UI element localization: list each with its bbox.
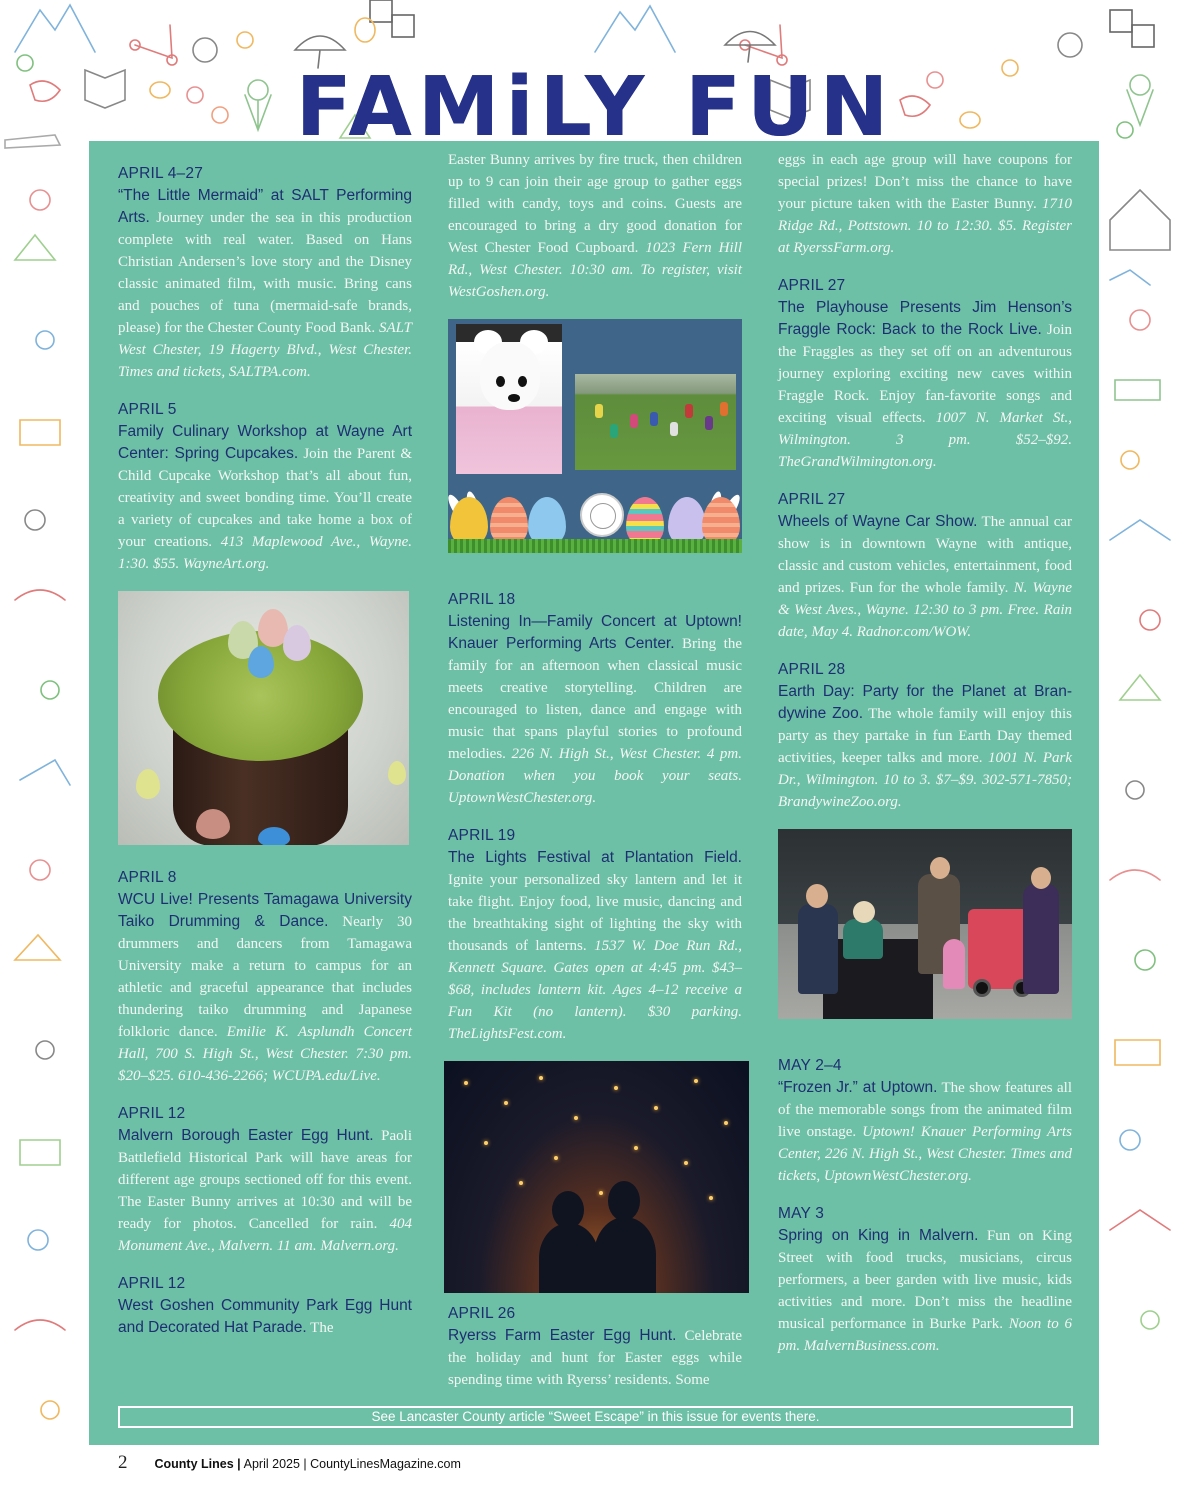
event-text xyxy=(118,1295,412,1339)
event-description: Paoli Battlefield Historical Park will have areas for different age groups sectioned off for this event. The Easter Bunny arrives at 10:30 and will be ready for photos. Cancelled for rain. xyxy=(118,1128,412,1232)
lantern xyxy=(519,1181,523,1185)
event-continuation xyxy=(448,149,742,303)
child-figure xyxy=(670,422,678,436)
event-date: MAY 3 xyxy=(778,1205,825,1222)
column-2 xyxy=(448,149,742,1407)
page-footer xyxy=(118,1452,461,1474)
grass xyxy=(448,539,742,553)
event-info: 413 Maplewood Ave., Wayne. 1:30. $55. WayneArt.org. xyxy=(118,534,413,572)
lancaster-notice: See Lancaster County article “Sweet Escape” in this issue for events there. xyxy=(118,1406,1073,1428)
event-date: APRIL 19 xyxy=(448,827,516,844)
event-text xyxy=(448,847,742,1045)
event-title: The Lights Festival at Plantation Field. xyxy=(448,849,742,866)
candy-egg-icon xyxy=(283,625,311,661)
event-info: 404 Monument Ave., Malvern. 11 am. Malvern.org. xyxy=(118,1216,412,1254)
event-info: 226 N. High St., West Chester. 4 pm. Donation when you book your seats. UptownWestChester.org. xyxy=(448,746,742,806)
event-date: APRIL 12 xyxy=(118,1105,186,1122)
event-description: Bring the family for an afternoon when classical music meets creative storytelling. Children are encouraged to listen, dance and engage with music that spans playful stories to profound melodies. xyxy=(448,636,742,762)
event-info: 1710 Ridge Rd., Pottstown. 10 to 12:30. $5. Register at RyerssFarm.org. xyxy=(778,196,1072,256)
event-text xyxy=(778,149,1072,259)
column-3 xyxy=(778,149,1072,1373)
event-date: APRIL 27 xyxy=(778,491,846,508)
event-item xyxy=(118,867,412,1087)
person-head xyxy=(1031,867,1051,889)
lantern xyxy=(694,1079,698,1083)
person xyxy=(1023,884,1059,994)
lantern xyxy=(554,1156,558,1160)
event-item xyxy=(778,489,1072,643)
person-head xyxy=(608,1181,640,1221)
event-title: Ryerss Farm Easter Egg Hunt. xyxy=(448,1327,677,1344)
event-info: Noon to 6 pm. MalvernBusiness.com. xyxy=(778,1316,1072,1354)
child-figure xyxy=(685,404,693,418)
candy-egg-icon xyxy=(388,761,406,785)
event-date: APRIL 12 xyxy=(118,1275,186,1292)
decorated-eggs-row xyxy=(448,483,742,553)
event-info: SALT West Chester, 19 Hagerty Blvd., West Chester. Times and tickets, SALTPA.com. xyxy=(118,320,412,380)
person xyxy=(943,939,965,989)
event-title: Earth Day: Party for the Planet at Brandywine Zoo. xyxy=(778,683,1072,722)
event-description: Ignite your personalized sky lantern and let it take flight. Enjoy food, live music, dancing and the breathtaking sight of lighting the sky with thousands of lanterns. xyxy=(448,872,742,954)
person-silhouette xyxy=(594,1217,656,1293)
easter-bunny-collage xyxy=(448,319,742,553)
event-info: 1007 N. Market St., Wilmington. 3 pm. $52–$92. TheGrandWilmington.org. xyxy=(778,410,1072,470)
person-head xyxy=(806,884,828,908)
event-title: West Goshen Community Park Egg Hunt and Decorated Hat Parade. xyxy=(118,1297,412,1336)
candy-egg-icon xyxy=(136,769,160,799)
event-date: APRIL 26 xyxy=(448,1305,516,1322)
easter-bunny-photo xyxy=(456,324,562,474)
lantern xyxy=(654,1106,658,1110)
event-date: APRIL 5 xyxy=(118,401,177,418)
event-item xyxy=(448,825,742,1045)
events-panel xyxy=(89,141,1099,1445)
candy-egg-icon xyxy=(258,827,290,845)
child-figure xyxy=(650,412,658,426)
event-description: eggs in each age group will have coupons for special prizes! Don’t miss the chance to have your picture taken with the Easter Bunny. xyxy=(778,152,1072,212)
event-item xyxy=(448,589,742,809)
publication-name: County Lines | xyxy=(154,1457,241,1471)
event-item xyxy=(118,1103,412,1257)
event-text xyxy=(778,297,1072,473)
event-date: MAY 2–4 xyxy=(778,1057,842,1074)
event-item xyxy=(778,1055,1072,1187)
child-figure xyxy=(720,402,728,416)
event-info: Emilie K. Asplundh Concert Hall, 700 S. High St., West Chester. 7:30 pm. $20–$25. 610-436-2266; WCUPA.edu/Live. xyxy=(118,1024,413,1084)
lantern xyxy=(484,1141,488,1145)
lantern xyxy=(574,1116,578,1120)
event-text xyxy=(778,1077,1072,1187)
event-item xyxy=(118,399,412,575)
zoo-earth-day-photo xyxy=(778,829,1072,1019)
lantern xyxy=(504,1101,508,1105)
event-text xyxy=(448,611,742,809)
event-description: Join the Parent & Child Cupcake Workshop that’s all about fun, creativity and sweet bonding time. You’ll create a variety of cupcakes and take home a box of your creations. xyxy=(118,446,412,550)
person-silhouette xyxy=(539,1223,599,1293)
candy-egg-icon xyxy=(196,809,230,839)
event-item xyxy=(778,1203,1072,1357)
event-description: Celebrate the holiday and hunt for Easter eggs while spending time with Ryerss’ residents. Some xyxy=(448,1328,743,1388)
event-description: Fun on King Street with food trucks, musicians, circus performers, a beer garden with live music, kids activities and more. Don’t miss the headline musical performance in Burke Park. xyxy=(778,1228,1073,1332)
page-title: FAMiLY FUN xyxy=(295,60,895,155)
lantern xyxy=(634,1146,638,1150)
event-date: APRIL 18 xyxy=(448,591,516,608)
lantern xyxy=(599,1191,603,1195)
event-date: APRIL 4–27 xyxy=(118,165,204,182)
stroller xyxy=(968,909,1028,989)
event-info: 1001 N. Park Dr., Wilmington. 10 to 3. $7–$9. 302-571-7850; BrandywineZoo.org. xyxy=(778,750,1072,810)
event-item xyxy=(118,1273,412,1339)
event-description: Easter Bunny arrives by fire truck, then children up to 9 can join their age group to gather eggs filled with candy, toys and coins. Guests are encouraged to bring a dry good donation for West Chester Food Cupboard. xyxy=(448,152,742,256)
person-head xyxy=(930,857,950,879)
lantern-festival-photo xyxy=(444,1061,749,1293)
event-item xyxy=(118,163,412,383)
egg-hunt-photo xyxy=(575,374,736,470)
lantern xyxy=(724,1121,728,1125)
lantern xyxy=(684,1161,688,1165)
event-text xyxy=(778,511,1072,643)
person xyxy=(798,904,838,994)
lantern xyxy=(464,1081,468,1085)
event-text xyxy=(448,149,742,303)
event-title: “The Little Mermaid” at SALT Performing Arts. xyxy=(118,187,412,226)
event-description: Journey under the sea in this production complete with real water. Based on Hans Christian Andersen’s love story and the Disney classic animated film, with music. Bring cans and pouches of tuna (mermaid-safe brands, please) for the Chester County Food Bank. xyxy=(118,210,412,336)
person-head xyxy=(552,1191,584,1229)
bunny-nose xyxy=(508,394,520,402)
person-head xyxy=(853,901,875,923)
event-info: Uptown! Knauer Performing Arts Center, 226 N. High St., West Chester. Times and tickets, UptownWestChester.org. xyxy=(778,1124,1072,1184)
event-title: Family Culinary Workshop at Wayne Art Center: Spring Cupcakes. xyxy=(118,423,412,462)
event-text xyxy=(118,421,412,575)
event-description: The xyxy=(306,1320,334,1336)
child-figure xyxy=(610,424,618,438)
event-description: The whole family will enjoy this party as they partake in fun Earth Day themed activities, keeper talks and more. xyxy=(778,706,1072,766)
west-goshen-seal-icon xyxy=(580,493,624,537)
bunny-eye xyxy=(518,376,527,387)
event-title: Malvern Borough Easter Egg Hunt. xyxy=(118,1127,374,1144)
event-item xyxy=(448,1303,742,1391)
event-title: WCU Live! Presents Tamagawa University Taiko Drumming & Dance. xyxy=(118,891,412,930)
event-title: The Playhouse Presents Jim Henson’s Fraggle Rock: Back to the Rock Live. xyxy=(778,299,1072,338)
event-title: “Frozen Jr.” at Uptown. xyxy=(778,1079,938,1096)
stroller-wheel xyxy=(973,979,991,997)
event-title: Wheels of Wayne Car Show. xyxy=(778,513,978,530)
lantern xyxy=(614,1086,618,1090)
child-figure xyxy=(705,416,713,430)
page-number: 2 xyxy=(118,1452,128,1473)
issue-info: April 2025 | CountyLinesMagazine.com xyxy=(243,1457,461,1471)
cupcake-photo xyxy=(118,591,409,845)
event-date: APRIL 28 xyxy=(778,661,846,678)
event-text xyxy=(118,1125,412,1257)
child-figure xyxy=(595,404,603,418)
event-text xyxy=(778,1225,1072,1357)
event-title: Spring on King in Malvern. xyxy=(778,1227,979,1244)
event-description: Join the Fraggles as they set off on an adventurous journey exploring exciting new caves within Fraggle Rock. Enjoy fan-favorite songs and exciting visual effects. xyxy=(778,322,1072,426)
lantern xyxy=(539,1076,543,1080)
event-info: 1537 W. Doe Run Rd., Kennett Square. Gates open at 4:45 pm. $43–$68, includes lantern kit. Ages 4–12 receive a Fun Kit (no lantern). $30 parking. TheLightsFest.com. xyxy=(448,938,743,1042)
event-description: Nearly 30 drummers and dancers from Tamagawa University make a return to campus for an athletic and graceful appearance that includes thundering taiko drumming and Japanese folkloric dance. xyxy=(118,914,412,1040)
event-info: N. Wayne & West Aves., Wayne. 12:30 to 3 pm. Free. Rain date, May 4. Radnor.com/WOW. xyxy=(778,580,1072,640)
event-item xyxy=(778,275,1072,473)
event-info: 1023 Fern Hill Rd., West Chester. 10:30 am. To register, visit WestGoshen.org. xyxy=(448,240,742,300)
event-description: The show features all of the memorable songs from the animated film live onstage. xyxy=(778,1080,1072,1140)
event-text xyxy=(118,889,412,1087)
event-item xyxy=(778,659,1072,813)
bunny-eye xyxy=(496,376,505,387)
candy-egg-icon xyxy=(248,646,274,678)
lantern xyxy=(709,1196,713,1200)
event-continuation xyxy=(778,149,1072,259)
event-text xyxy=(778,681,1072,813)
event-text xyxy=(448,1325,742,1391)
event-description: The annual car show is in downtown Wayne with antique, classic and custom vehicles, entertainment, food and prizes. Fun for the whole family. xyxy=(778,514,1072,596)
event-date: APRIL 8 xyxy=(118,869,177,886)
child-figure xyxy=(630,414,638,428)
event-date: APRIL 27 xyxy=(778,277,846,294)
event-text xyxy=(118,185,412,383)
event-title: Listening In—Family Concert at Uptown! Knauer Performing Arts Center. xyxy=(448,613,742,652)
person xyxy=(843,919,883,959)
column-1 xyxy=(118,163,412,1355)
